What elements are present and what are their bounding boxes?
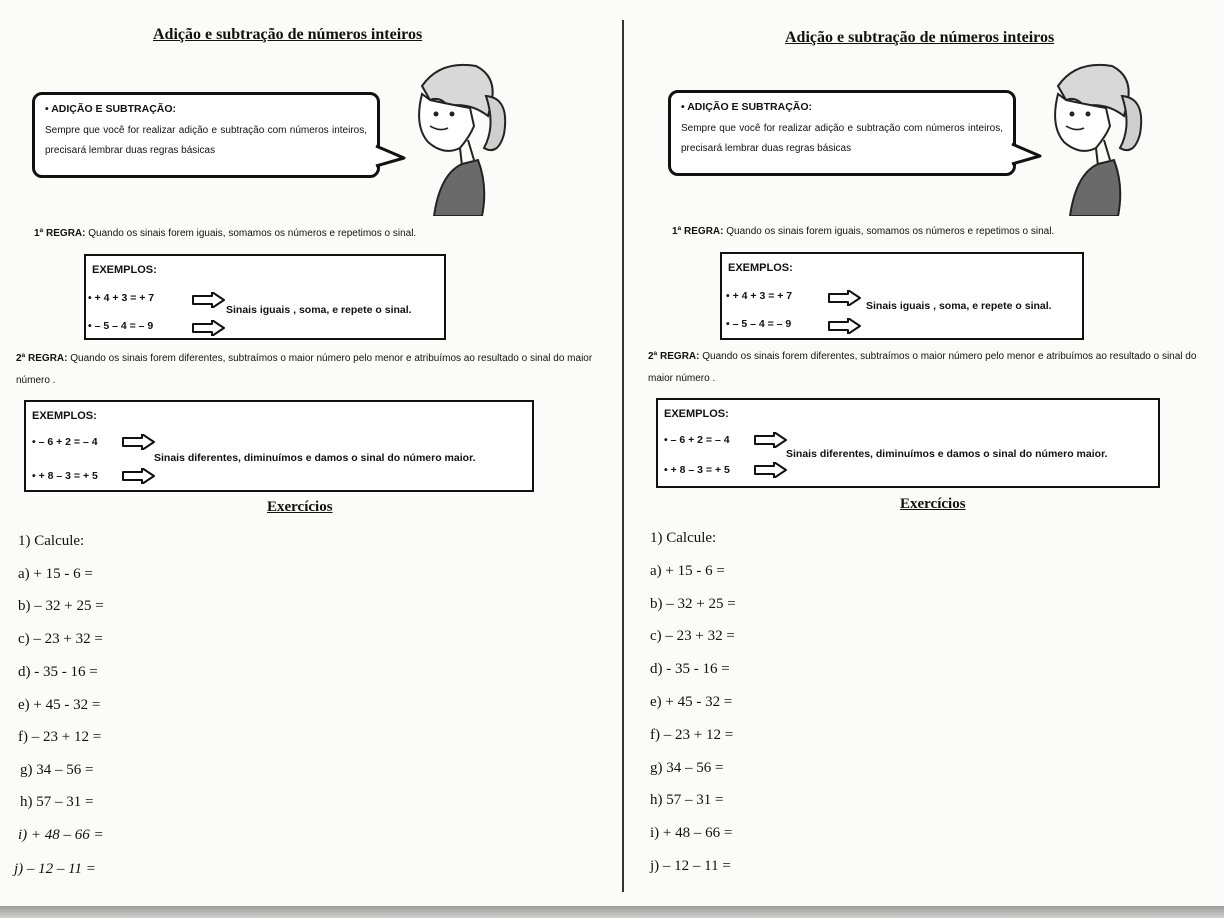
bubble-text: Sempre que você for realizar adição e subtração com números inteiros, precisará lembrar duas regras básicas: [45, 125, 367, 156]
exercise-item: f) – 23 + 12 =: [18, 729, 102, 745]
example-line: • + 4 + 3 = + 7: [88, 292, 155, 304]
arrow-right-icon: [828, 290, 862, 306]
worksheet-page-left: [0, 0, 612, 908]
examples-label: EXEMPLOS:: [32, 410, 97, 422]
examples-box-1: [720, 252, 1084, 340]
examples-label: EXEMPLOS:: [728, 262, 793, 274]
rule-1-text: Quando os sinais forem iguais, somamos os números e repetimos o sinal.: [723, 226, 1055, 237]
exercise-item: c) – 23 + 32 =: [18, 631, 103, 647]
arrow-right-icon: [192, 292, 226, 308]
rule-1-label: 1ª REGRA:: [672, 226, 724, 237]
bubble-heading: • ADIÇÃO E SUBTRAÇÃO:: [45, 103, 177, 115]
exercises-title: Exercícios: [267, 499, 333, 515]
rule-1: [672, 226, 1054, 237]
arrow-right-icon: [122, 468, 156, 484]
example-line: • + 8 – 3 = + 5: [664, 464, 730, 476]
rule-2-text: Quando os sinais forem diferentes, subtraímos o maior número pelo menor e atribuímos ao resultado o sinal do maior número .: [648, 351, 1197, 384]
example-line: • + 8 – 3 = + 5: [32, 470, 98, 482]
speech-bubble: [32, 92, 380, 178]
examples-note: Sinais diferentes, diminuímos e damos o sinal do número maior.: [154, 452, 476, 464]
rule-1: [34, 228, 416, 239]
examples-note: Sinais iguais , soma, e repete o sinal.: [226, 304, 412, 316]
exercise-item: e) + 45 - 32 =: [650, 694, 733, 710]
exercise-item: h) 57 – 31 =: [650, 792, 724, 808]
exercise-item: d) - 35 - 16 =: [650, 661, 730, 677]
examples-label: EXEMPLOS:: [664, 408, 729, 420]
exercise-item: h) 57 – 31 =: [20, 794, 94, 810]
exercise-item: a) + 15 - 6 =: [18, 566, 93, 582]
examples-box-1: [84, 254, 446, 340]
bubble-text: Sempre que você for realizar adição e subtração com números inteiros, precisará lembrar duas regras básicas: [681, 123, 1003, 154]
exercise-item: d) - 35 - 16 =: [18, 664, 98, 680]
rule-2-label: 2ª REGRA:: [648, 351, 700, 362]
examples-box-2: [24, 400, 534, 492]
arrow-right-icon: [192, 320, 226, 336]
exercise-item: c) – 23 + 32 =: [650, 628, 735, 644]
bubble-heading: • ADIÇÃO E SUBTRAÇÃO:: [681, 101, 813, 113]
exercise-item: i) + 48 – 66 =: [18, 827, 104, 843]
girl-illustration-icon: [1036, 56, 1148, 216]
exercise-item: f) – 23 + 12 =: [650, 727, 734, 743]
exercise-item: j) – 12 – 11 =: [650, 858, 731, 874]
example-line: • – 6 + 2 = – 4: [32, 436, 98, 448]
arrow-right-icon: [754, 462, 788, 478]
rule-2: [648, 346, 1208, 390]
question-intro: 1) Calcule:: [18, 533, 85, 549]
page-title: Adição e subtração de números inteiros: [785, 29, 1055, 46]
exercises-title: Exercícios: [900, 496, 966, 512]
example-line: • – 6 + 2 = – 4: [664, 434, 730, 446]
exercise-item: g) 34 – 56 =: [650, 760, 724, 776]
rule-1-text: Quando os sinais forem iguais, somamos os números e repetimos o sinal.: [85, 228, 417, 239]
rule-2: [16, 348, 616, 392]
examples-label: EXEMPLOS:: [92, 264, 157, 276]
worksheet-page-right: [630, 0, 1224, 908]
question-intro: 1) Calcule:: [650, 530, 717, 546]
exercise-item: i) + 48 – 66 =: [650, 825, 733, 841]
arrow-right-icon: [828, 318, 862, 334]
examples-note: Sinais diferentes, diminuímos e damos o sinal do número maior.: [786, 448, 1108, 460]
exercise-item: b) – 32 + 25 =: [650, 596, 736, 612]
example-line: • – 5 – 4 = – 9: [726, 318, 792, 330]
rule-2-label: 2ª REGRA:: [16, 353, 68, 364]
examples-note: Sinais iguais , soma, e repete o sinal.: [866, 300, 1052, 312]
example-line: • + 4 + 3 = + 7: [726, 290, 793, 302]
page-divider: [622, 20, 624, 892]
example-line: • – 5 – 4 = – 9: [88, 320, 154, 332]
exercise-item: j) – 12 – 11 =: [14, 861, 96, 877]
rule-1-label: 1ª REGRA:: [34, 228, 86, 239]
arrow-right-icon: [754, 432, 788, 448]
table-edge-shadow: [0, 906, 1224, 918]
exercise-item: e) + 45 - 32 =: [18, 697, 101, 713]
page-title: Adição e subtração de números inteiros: [153, 26, 423, 43]
exercise-item: a) + 15 - 6 =: [650, 563, 725, 579]
exercise-item: b) – 32 + 25 =: [18, 598, 104, 614]
girl-illustration-icon: [400, 56, 512, 216]
examples-box-2: [656, 398, 1160, 488]
speech-bubble: [668, 90, 1016, 176]
rule-2-text: Quando os sinais forem diferentes, subtraímos o maior número pelo menor e atribuímos ao resultado o sinal do maior número .: [16, 353, 593, 386]
exercise-item: g) 34 – 56 =: [20, 762, 94, 778]
arrow-right-icon: [122, 434, 156, 450]
